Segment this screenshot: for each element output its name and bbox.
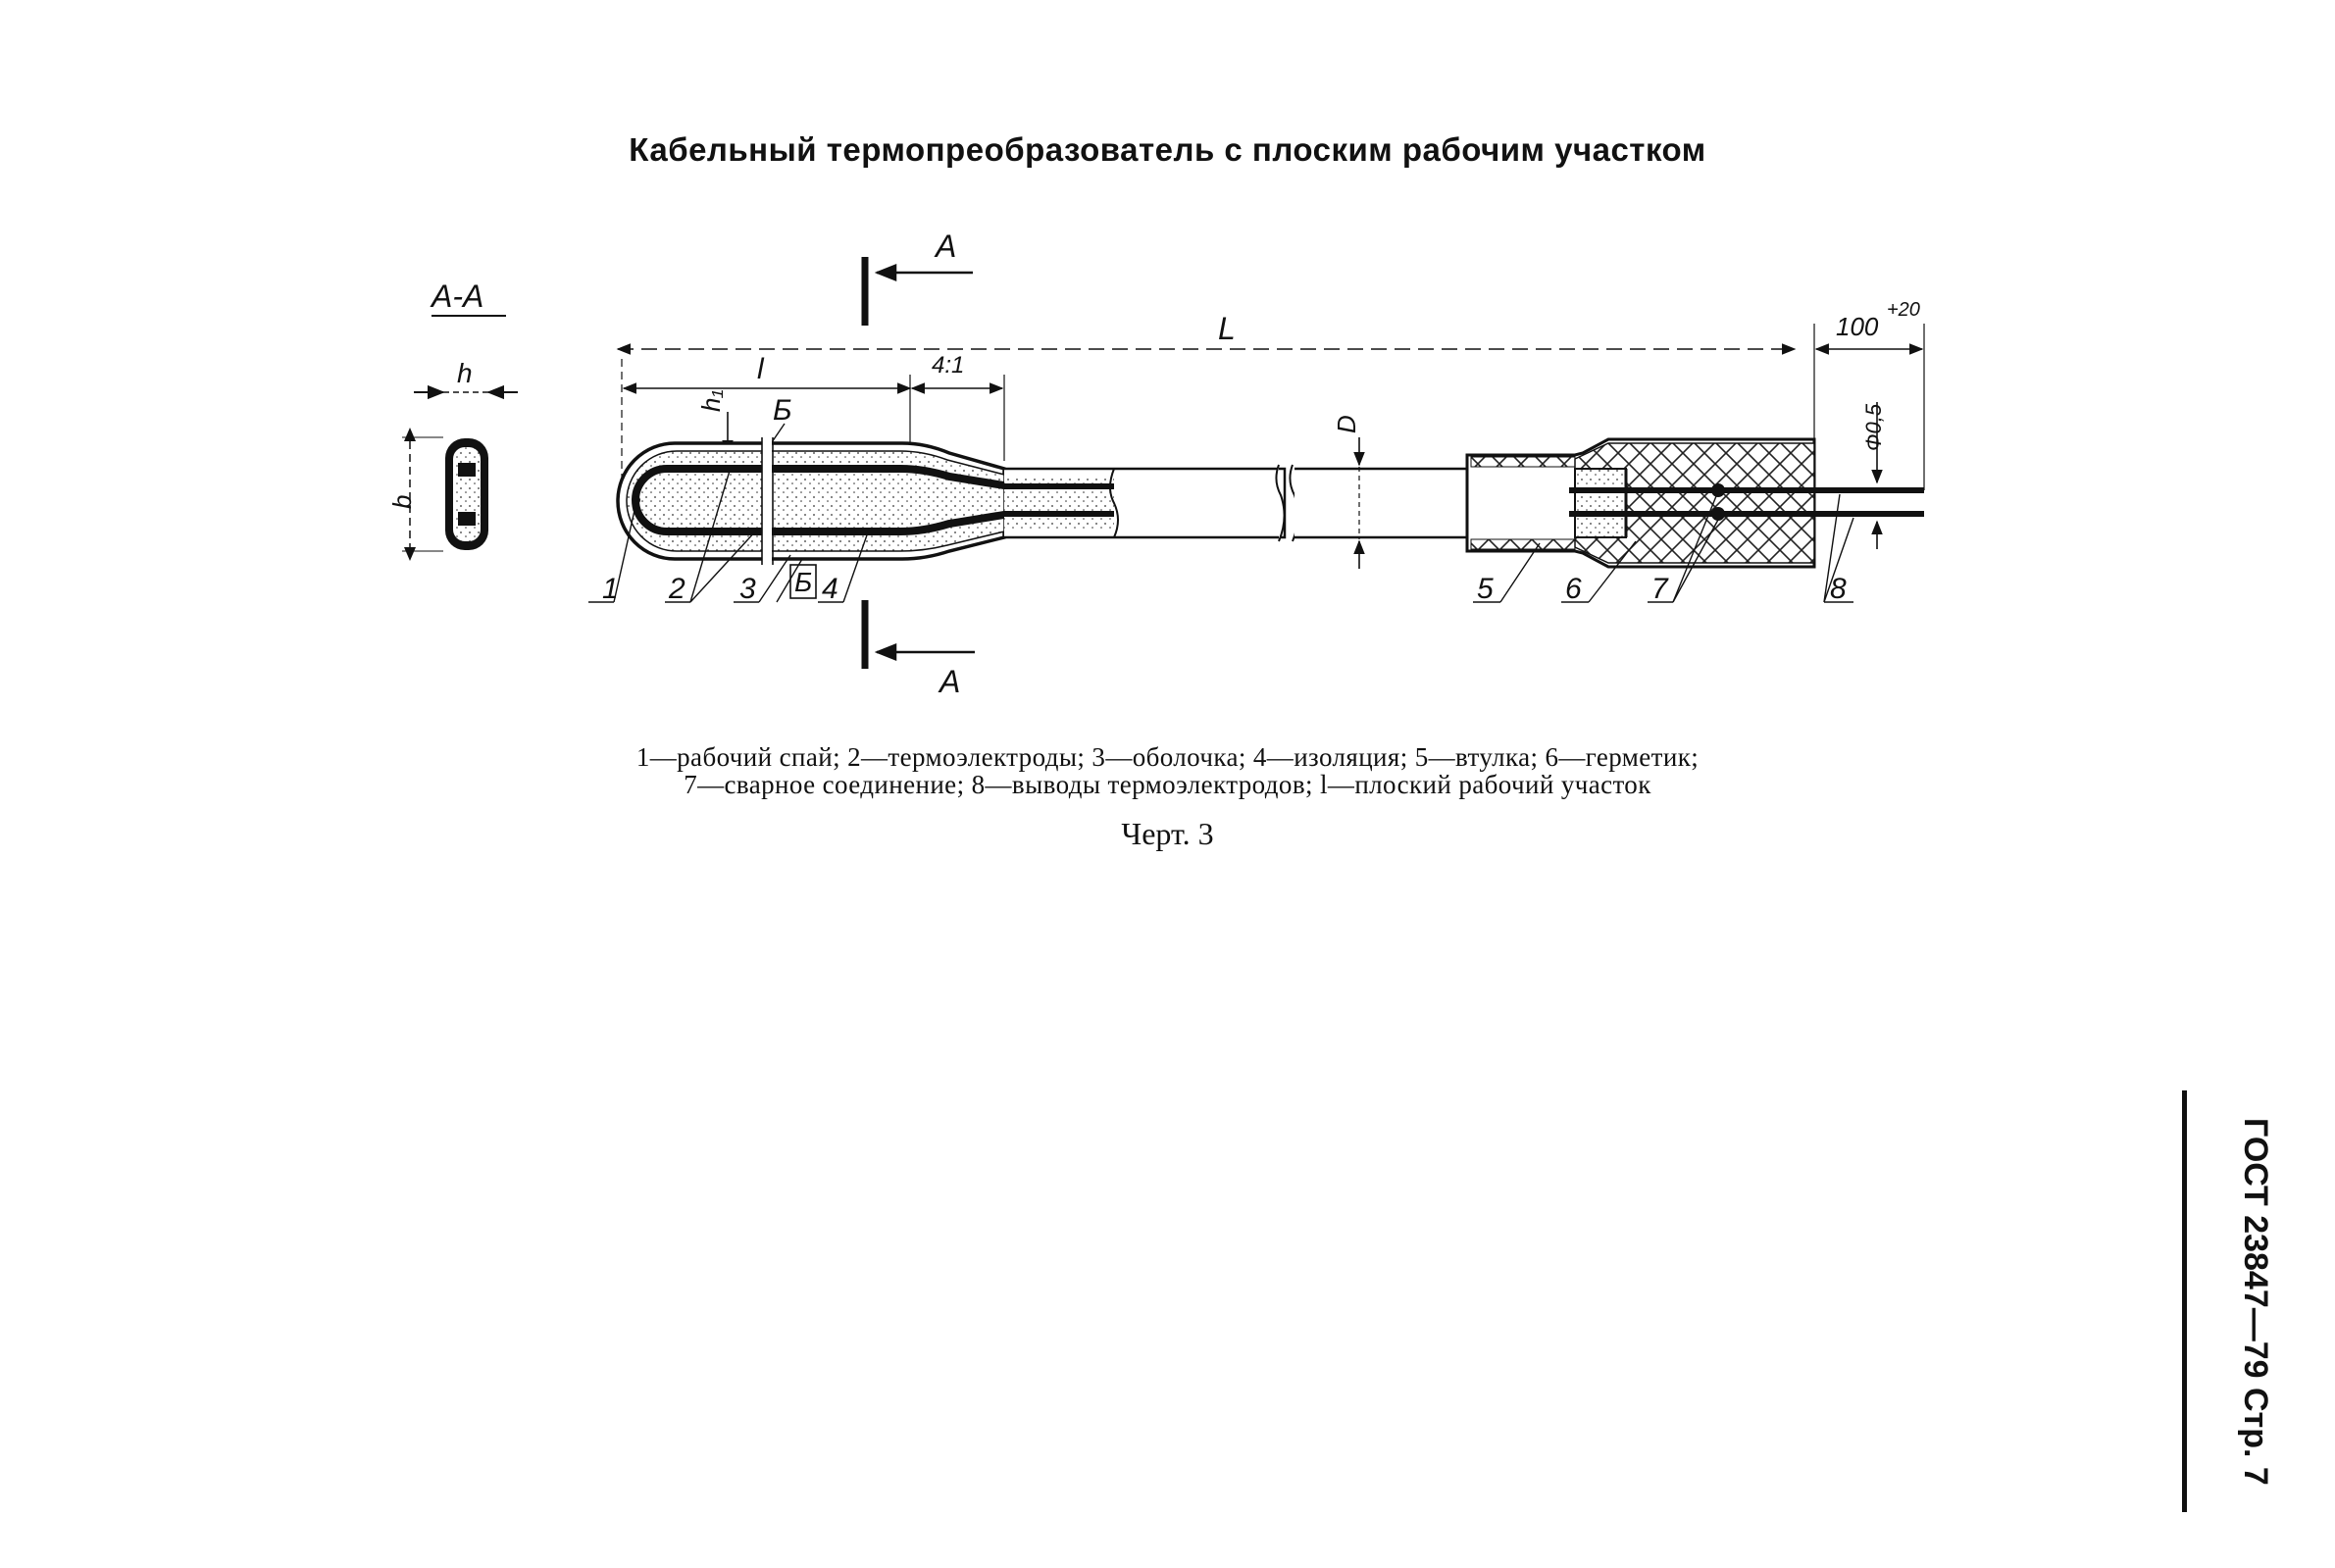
- weld-joint-top: [1711, 483, 1725, 497]
- callout-3: 3: [739, 573, 756, 605]
- dim-D-label: D: [1332, 415, 1361, 433]
- dim-l-label: l: [757, 353, 764, 385]
- section-electrode-top: [458, 463, 476, 477]
- flat-working-section: [618, 437, 1010, 565]
- sleeve-wall-top: [1471, 457, 1575, 467]
- sleeve-wall-bottom: [1471, 539, 1575, 549]
- callout-1: 1: [602, 573, 619, 605]
- section-insulation: [453, 447, 481, 541]
- weld-joint-bottom: [1711, 507, 1725, 521]
- dim-taper-label: 4:1: [932, 352, 965, 379]
- b-dim-arrow-top: [404, 428, 416, 441]
- sleeve-assembly: [1467, 299, 1924, 567]
- cable-segment-2: [1294, 469, 1473, 537]
- dim-lead-dia-label: Ф0,5: [1861, 403, 1886, 451]
- side-rule: [2182, 1090, 2187, 1512]
- hot-junction: [633, 496, 640, 504]
- page-title: Кабельный термопреобразователь с плоским рабочим участком: [629, 131, 1706, 168]
- cut-letter-bottom: А: [939, 664, 961, 699]
- h-dim-label: h: [457, 358, 473, 388]
- detail-b-label: Б: [773, 394, 792, 427]
- cable-body: [1004, 415, 1473, 569]
- dim-overall-length: [618, 311, 1795, 349]
- section-electrode-bottom: [458, 512, 476, 526]
- callout-5: 5: [1477, 573, 1494, 605]
- dim-h1-label: h₁: [696, 389, 726, 412]
- callout-b: Б: [794, 567, 813, 597]
- callout-6: 6: [1565, 573, 1582, 605]
- dim-lead-length-label: 100: [1836, 312, 1879, 341]
- b-dim-label: b: [387, 494, 417, 509]
- section-a-a: [387, 278, 518, 561]
- callout-7: 7: [1651, 573, 1668, 605]
- callout-8: 8: [1830, 573, 1847, 605]
- section-label: A-A: [431, 278, 484, 314]
- b-dim-arrow-bottom: [404, 547, 416, 561]
- figure-caption: Черт. 3: [1121, 816, 1214, 851]
- callout-4: 4: [822, 573, 838, 605]
- callout-2: 2: [669, 573, 685, 605]
- legend-line-1: 1—рабочий спай; 2—термоэлектроды; 3—оболочка; 4—изоляция; 5—втулка; 6—герметик;: [635, 742, 1700, 772]
- standard-page-label: ГОСТ 23847—79 Стр. 7: [2237, 1118, 2274, 1486]
- cut-letter-top: А: [936, 228, 957, 264]
- legend-line-2: 7—сварное соединение; 8—выводы термоэлектродов; l—плоский рабочий участок: [684, 770, 1651, 799]
- dim-L-label: L: [1218, 311, 1236, 346]
- cable-end-inside: [1575, 469, 1626, 537]
- dim-lead-tolerance-label: +20: [1887, 299, 1920, 321]
